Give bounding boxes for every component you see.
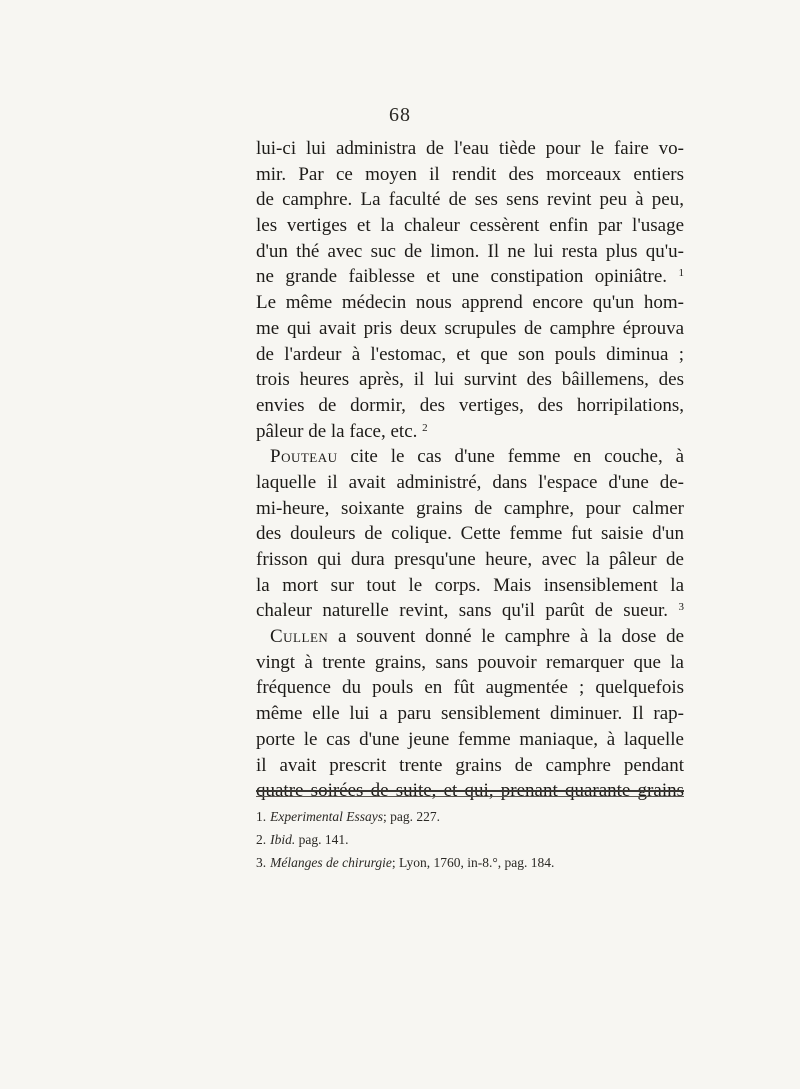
text-line: laquelle il avait administré, dans l'espace d'une de- [256,471,684,493]
text-line: mi-heure, soixante grains de camphre, pour calmer [256,497,684,519]
footnote-number: 3. [256,855,267,870]
footnotes [256,805,686,874]
footnote-rule-thin [256,796,684,797]
footnote-3 [256,851,686,874]
text-line: Le même médecin nous apprend encore qu'un hom- [256,292,684,314]
note-ref-2: 2 [422,421,428,434]
text-line: lui-ci lui administra de l'eau tiède pour le faire vo- [256,138,684,159]
text-line: de camphre. La faculté de ses sens revint peu à peu, [256,189,684,211]
note-ref-1: 1 [678,267,685,280]
text-line [256,444,684,470]
text-line-content: a souvent donné le camphre à la dose de [338,626,684,648]
footnote-title: Mélanges de chirurgie [270,855,392,870]
footnote-rule-thick [256,790,684,792]
text-line: fréquence du pouls en fût augmentée ; quelquefois [256,677,684,699]
text-line: des douleurs de colique. Cette femme fut saisie d'un [256,523,684,545]
footnote-number: 2. [256,832,267,847]
text-line [256,264,684,290]
text-line [256,624,684,650]
page-number: 68 [389,104,411,126]
footnote-text: ; pag. 227. [382,809,440,824]
footnote-title: Experimental Essays [270,809,383,824]
text-line-content: pâleur de la face, etc. [256,420,418,442]
text-line: envies de dormir, des vertiges, des horripilations, [256,394,684,416]
text-line: vingt à trente grains, sans pouvoir remarquer que la [256,651,684,673]
text-line: mir. Par ce moyen il rendit des morceaux entiers [256,163,684,185]
text-line-content: chaleur naturelle revint, sans qu'il parût de sueur. [256,600,669,622]
text-line-content: ne grande faiblesse et une constipation opiniâtre. [256,266,668,288]
note-ref-3: 3 [678,601,685,614]
footnote-text: ; Lyon, 1760, in-8.°, pag. 184. [391,855,555,870]
text-line [256,419,684,445]
text-line: quatre soirées de suite, et qui, prenant quarante grains [256,780,684,802]
author-name-cullen: Cullen [270,626,329,648]
text-line: porte le cas d'une jeune femme maniaque, à laquelle [256,728,684,750]
footnote-number: 1. [256,809,267,824]
footnote-text: pag. 141. [298,832,349,847]
text-line: de l'ardeur à l'estomac, et que son pouls diminua ; [256,343,684,365]
footnote-title: Ibid. [270,832,296,847]
text-line: la mort sur tout le corps. Mais insensiblement la [256,574,684,596]
text-line: même elle lui a paru sensiblement diminuer. Il rap- [256,703,684,725]
text-line-content: cite le cas d'une femme en couche, à [350,446,685,468]
text-line [256,598,684,624]
text-line: trois heures après, il lui survint des bâillemens, des [256,369,684,391]
author-name-pouteau: Pouteau [270,446,338,468]
text-line: il avait prescrit trente grains de camphre pendant [256,754,684,776]
text-line: d'un thé avec suc de limon. Il ne lui resta plus qu'u- [256,240,684,262]
footnote-1 [256,805,686,828]
body-text [256,136,684,804]
text-line: frisson qui dura presqu'une heure, avec la pâleur de [256,549,684,570]
text-line: les vertiges et la chaleur cessèrent enfin par l'usage [256,215,684,237]
footnote-2 [256,828,686,851]
text-line: me qui avait pris deux scrupules de camphre éprouva [256,317,684,339]
